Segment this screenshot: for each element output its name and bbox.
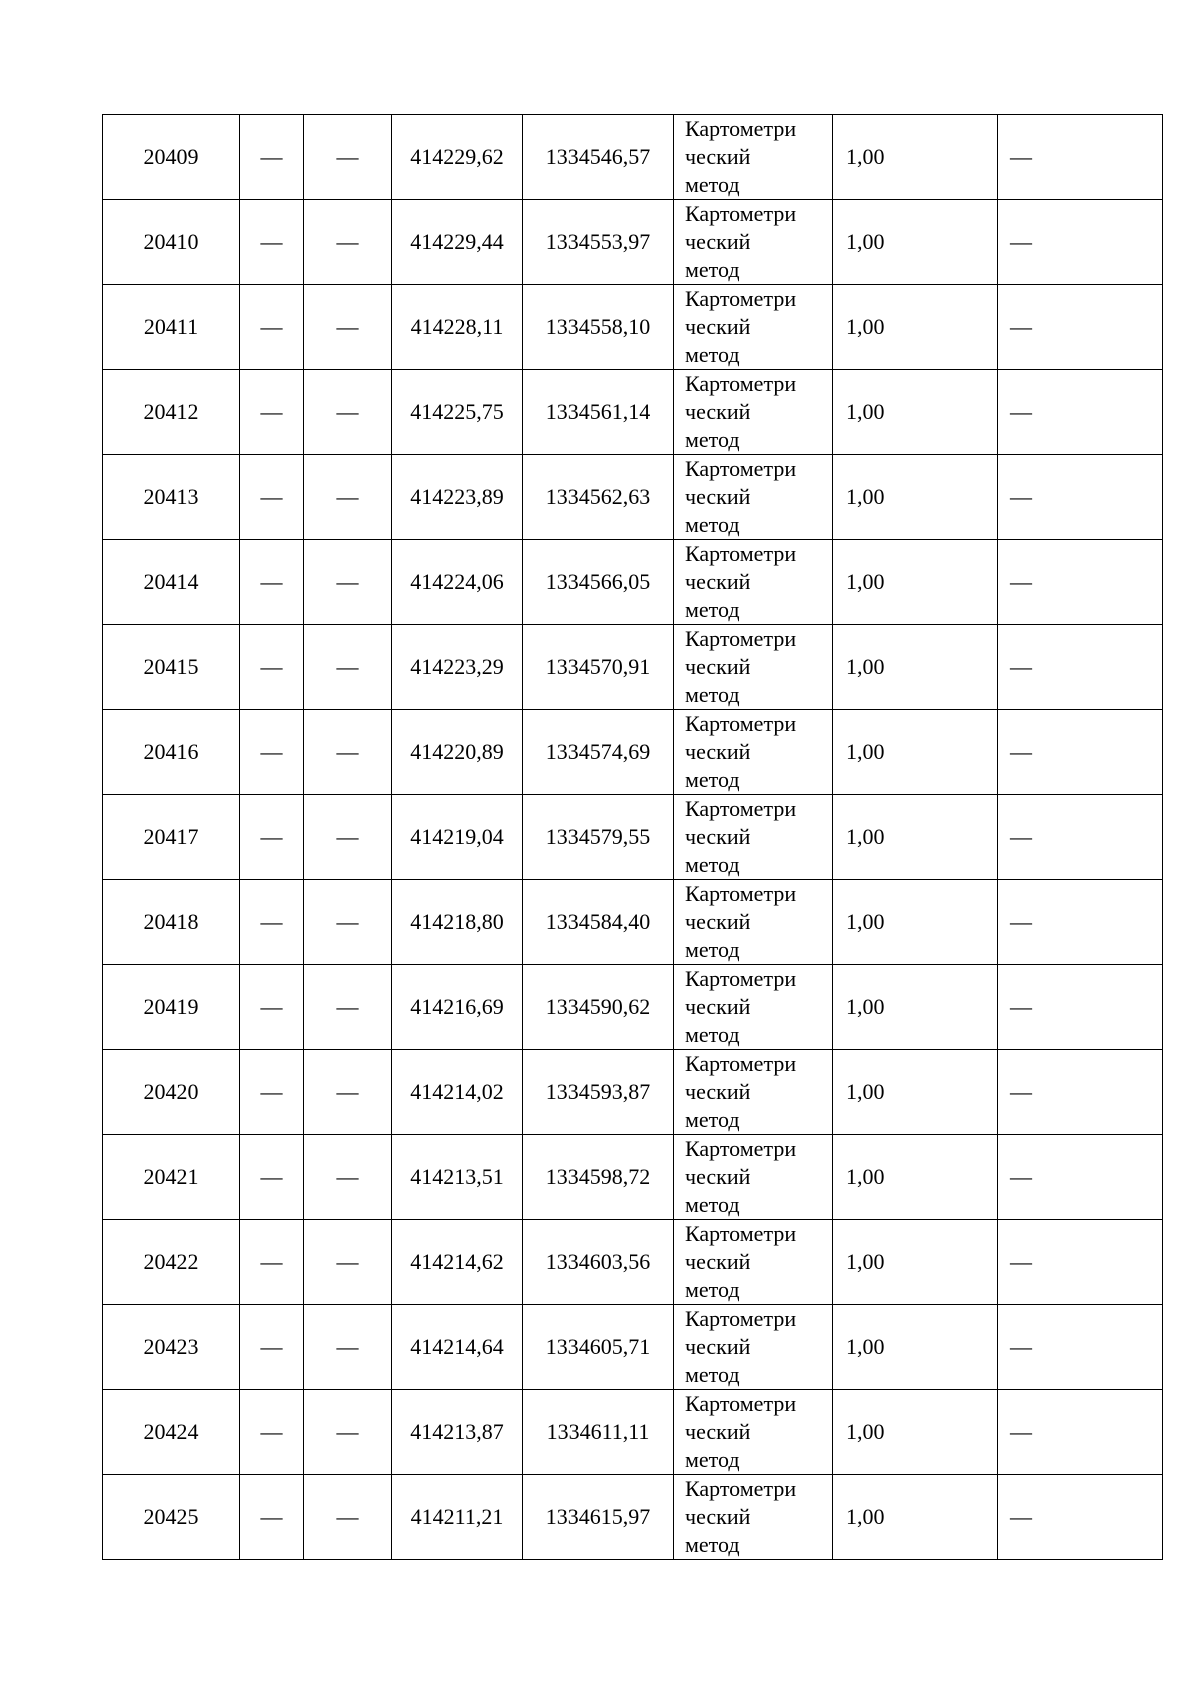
coordinate-x-cell: 414216,69 [392, 965, 523, 1050]
accuracy-cell: 1,00 [833, 540, 998, 625]
point-number-cell: 20422 [103, 1220, 240, 1305]
point-number-cell: 20417 [103, 795, 240, 880]
empty-value-cell: — [998, 1220, 1163, 1305]
method-text-line: ческий [685, 1249, 751, 1274]
empty-value-cell: — [240, 625, 304, 710]
table-row [103, 370, 1163, 455]
method-text-line: метод [685, 1362, 740, 1387]
method-text-line: ческий [685, 144, 751, 169]
point-number-cell: 20414 [103, 540, 240, 625]
method-text-line: ческий [685, 229, 751, 254]
method-text-line: метод [685, 1447, 740, 1472]
method-text-line: Картометри [685, 1051, 797, 1076]
method-text-line: метод [685, 1532, 740, 1557]
empty-value-cell: — [304, 1305, 392, 1390]
empty-value-cell: — [240, 795, 304, 880]
method-text-line: Картометри [685, 456, 797, 481]
table-row [103, 1135, 1163, 1220]
point-number-cell: 20418 [103, 880, 240, 965]
empty-value-cell: — [240, 455, 304, 540]
coordinate-x-cell: 414213,51 [392, 1135, 523, 1220]
method-text-line: Картометри [685, 371, 797, 396]
coordinate-y-cell: 1334558,10 [523, 285, 674, 370]
method-text-line: Картометри [685, 541, 797, 566]
method-text-line: метод [685, 427, 740, 452]
table-row [103, 710, 1163, 795]
method-text-line: ческий [685, 569, 751, 594]
method-cell [674, 1050, 833, 1135]
empty-value-cell: — [240, 370, 304, 455]
empty-value-cell: — [240, 1305, 304, 1390]
coordinate-x-cell: 414228,11 [392, 285, 523, 370]
method-text-line: ческий [685, 1164, 751, 1189]
method-text-line: Картометри [685, 966, 797, 991]
method-cell [674, 455, 833, 540]
empty-value-cell: — [240, 200, 304, 285]
point-number-cell: 20415 [103, 625, 240, 710]
table-row [103, 200, 1163, 285]
coordinate-y-cell: 1334570,91 [523, 625, 674, 710]
table-row [103, 965, 1163, 1050]
coordinate-x-cell: 414213,87 [392, 1390, 523, 1475]
accuracy-cell: 1,00 [833, 1390, 998, 1475]
empty-value-cell: — [304, 115, 392, 200]
method-text-line: ческий [685, 909, 751, 934]
empty-value-cell: — [998, 965, 1163, 1050]
coordinate-y-cell: 1334584,40 [523, 880, 674, 965]
method-text-line: ческий [685, 484, 751, 509]
empty-value-cell: — [240, 965, 304, 1050]
accuracy-cell: 1,00 [833, 115, 998, 200]
method-text-line: метод [685, 342, 740, 367]
table-body [103, 115, 1163, 1560]
empty-value-cell: — [240, 1390, 304, 1475]
coordinate-x-cell: 414218,80 [392, 880, 523, 965]
point-number-cell: 20416 [103, 710, 240, 795]
method-text-line: метод [685, 852, 740, 877]
coordinate-y-cell: 1334553,97 [523, 200, 674, 285]
table-row [103, 795, 1163, 880]
empty-value-cell: — [998, 710, 1163, 795]
coordinate-y-cell: 1334605,71 [523, 1305, 674, 1390]
empty-value-cell: — [304, 710, 392, 795]
accuracy-cell: 1,00 [833, 455, 998, 540]
point-number-cell: 20409 [103, 115, 240, 200]
accuracy-cell: 1,00 [833, 880, 998, 965]
method-cell [674, 1135, 833, 1220]
empty-value-cell: — [998, 200, 1163, 285]
empty-value-cell: — [304, 455, 392, 540]
empty-value-cell: — [304, 1475, 392, 1560]
method-text-line: метод [685, 1107, 740, 1132]
empty-value-cell: — [304, 285, 392, 370]
method-text-line: ческий [685, 1334, 751, 1359]
coordinate-y-cell: 1334611,11 [523, 1390, 674, 1475]
table-row [103, 880, 1163, 965]
coordinate-y-cell: 1334593,87 [523, 1050, 674, 1135]
table-row [103, 1390, 1163, 1475]
coordinates-table [102, 114, 1163, 1560]
table-row [103, 625, 1163, 710]
coordinate-x-cell: 414220,89 [392, 710, 523, 795]
method-cell [674, 200, 833, 285]
coordinate-y-cell: 1334566,05 [523, 540, 674, 625]
table-row [103, 1305, 1163, 1390]
method-text-line: метод [685, 767, 740, 792]
accuracy-cell: 1,00 [833, 1050, 998, 1135]
method-text-line: метод [685, 937, 740, 962]
method-text-line: ческий [685, 399, 751, 424]
empty-value-cell: — [240, 710, 304, 795]
coordinate-x-cell: 414214,64 [392, 1305, 523, 1390]
method-text-line: метод [685, 682, 740, 707]
empty-value-cell: — [998, 285, 1163, 370]
method-text-line: ческий [685, 824, 751, 849]
method-text-line: метод [685, 597, 740, 622]
empty-value-cell: — [998, 1475, 1163, 1560]
coordinate-y-cell: 1334590,62 [523, 965, 674, 1050]
coordinate-x-cell: 414223,89 [392, 455, 523, 540]
accuracy-cell: 1,00 [833, 1475, 998, 1560]
point-number-cell: 20413 [103, 455, 240, 540]
empty-value-cell: — [240, 1475, 304, 1560]
empty-value-cell: — [240, 540, 304, 625]
accuracy-cell: 1,00 [833, 370, 998, 455]
coordinate-x-cell: 414211,21 [392, 1475, 523, 1560]
point-number-cell: 20419 [103, 965, 240, 1050]
method-cell [674, 795, 833, 880]
method-text-line: Картометри [685, 1476, 797, 1501]
table-row [103, 1220, 1163, 1305]
method-text-line: метод [685, 257, 740, 282]
method-text-line: Картометри [685, 1136, 797, 1161]
method-text-line: ческий [685, 1419, 751, 1444]
method-text-line: ческий [685, 1504, 751, 1529]
empty-value-cell: — [240, 115, 304, 200]
coordinate-x-cell: 414219,04 [392, 795, 523, 880]
method-text-line: Картометри [685, 1221, 797, 1246]
empty-value-cell: — [304, 795, 392, 880]
method-text-line: метод [685, 172, 740, 197]
coordinate-y-cell: 1334562,63 [523, 455, 674, 540]
table-row [103, 1475, 1163, 1560]
method-cell [674, 1220, 833, 1305]
point-number-cell: 20424 [103, 1390, 240, 1475]
empty-value-cell: — [240, 1050, 304, 1135]
empty-value-cell: — [998, 1305, 1163, 1390]
table-row [103, 1050, 1163, 1135]
method-cell [674, 625, 833, 710]
point-number-cell: 20412 [103, 370, 240, 455]
method-text-line: Картометри [685, 286, 797, 311]
empty-value-cell: — [998, 1390, 1163, 1475]
empty-value-cell: — [304, 625, 392, 710]
coordinate-x-cell: 414225,75 [392, 370, 523, 455]
empty-value-cell: — [304, 200, 392, 285]
coordinate-y-cell: 1334598,72 [523, 1135, 674, 1220]
coordinate-y-cell: 1334546,57 [523, 115, 674, 200]
empty-value-cell: — [304, 880, 392, 965]
empty-value-cell: — [998, 115, 1163, 200]
method-cell [674, 965, 833, 1050]
method-cell [674, 285, 833, 370]
empty-value-cell: — [304, 1050, 392, 1135]
accuracy-cell: 1,00 [833, 1220, 998, 1305]
method-text-line: метод [685, 1192, 740, 1217]
coordinate-y-cell: 1334579,55 [523, 795, 674, 880]
method-cell [674, 540, 833, 625]
coordinate-x-cell: 414214,02 [392, 1050, 523, 1135]
point-number-cell: 20421 [103, 1135, 240, 1220]
accuracy-cell: 1,00 [833, 1135, 998, 1220]
empty-value-cell: — [998, 880, 1163, 965]
method-cell [674, 880, 833, 965]
coordinate-y-cell: 1334574,69 [523, 710, 674, 795]
method-text-line: ческий [685, 654, 751, 679]
table-row [103, 540, 1163, 625]
method-cell [674, 1475, 833, 1560]
point-number-cell: 20410 [103, 200, 240, 285]
empty-value-cell: — [998, 1050, 1163, 1135]
accuracy-cell: 1,00 [833, 795, 998, 880]
method-text-line: Картометри [685, 626, 797, 651]
accuracy-cell: 1,00 [833, 965, 998, 1050]
method-text-line: ческий [685, 1079, 751, 1104]
method-text-line: Картометри [685, 796, 797, 821]
empty-value-cell: — [304, 1135, 392, 1220]
empty-value-cell: — [998, 540, 1163, 625]
coordinate-x-cell: 414229,44 [392, 200, 523, 285]
coordinate-x-cell: 414229,62 [392, 115, 523, 200]
empty-value-cell: — [304, 370, 392, 455]
empty-value-cell: — [304, 540, 392, 625]
method-text-line: метод [685, 1277, 740, 1302]
method-cell [674, 115, 833, 200]
method-text-line: Картометри [685, 881, 797, 906]
accuracy-cell: 1,00 [833, 285, 998, 370]
point-number-cell: 20425 [103, 1475, 240, 1560]
method-text-line: ческий [685, 314, 751, 339]
method-text-line: ческий [685, 994, 751, 1019]
method-text-line: Картометри [685, 711, 797, 736]
table-row [103, 115, 1163, 200]
coordinate-y-cell: 1334561,14 [523, 370, 674, 455]
method-text-line: Картометри [685, 1306, 797, 1331]
method-text-line: метод [685, 1022, 740, 1047]
empty-value-cell: — [998, 795, 1163, 880]
table-row [103, 285, 1163, 370]
accuracy-cell: 1,00 [833, 1305, 998, 1390]
empty-value-cell: — [998, 455, 1163, 540]
empty-value-cell: — [304, 1220, 392, 1305]
empty-value-cell: — [998, 370, 1163, 455]
method-text-line: Картометри [685, 116, 797, 141]
empty-value-cell: — [304, 965, 392, 1050]
point-number-cell: 20420 [103, 1050, 240, 1135]
empty-value-cell: — [240, 285, 304, 370]
accuracy-cell: 1,00 [833, 710, 998, 795]
method-cell [674, 1305, 833, 1390]
coordinate-x-cell: 414223,29 [392, 625, 523, 710]
empty-value-cell: — [240, 1135, 304, 1220]
empty-value-cell: — [998, 625, 1163, 710]
table-row [103, 455, 1163, 540]
method-cell [674, 710, 833, 795]
coordinate-y-cell: 1334615,97 [523, 1475, 674, 1560]
point-number-cell: 20423 [103, 1305, 240, 1390]
coordinate-x-cell: 414224,06 [392, 540, 523, 625]
method-text-line: метод [685, 512, 740, 537]
empty-value-cell: — [240, 880, 304, 965]
empty-value-cell: — [240, 1220, 304, 1305]
coordinate-y-cell: 1334603,56 [523, 1220, 674, 1305]
method-cell [674, 1390, 833, 1475]
method-text-line: Картометри [685, 201, 797, 226]
method-text-line: Картометри [685, 1391, 797, 1416]
empty-value-cell: — [998, 1135, 1163, 1220]
method-cell [674, 370, 833, 455]
accuracy-cell: 1,00 [833, 200, 998, 285]
empty-value-cell: — [304, 1390, 392, 1475]
coordinate-x-cell: 414214,62 [392, 1220, 523, 1305]
accuracy-cell: 1,00 [833, 625, 998, 710]
point-number-cell: 20411 [103, 285, 240, 370]
method-text-line: ческий [685, 739, 751, 764]
